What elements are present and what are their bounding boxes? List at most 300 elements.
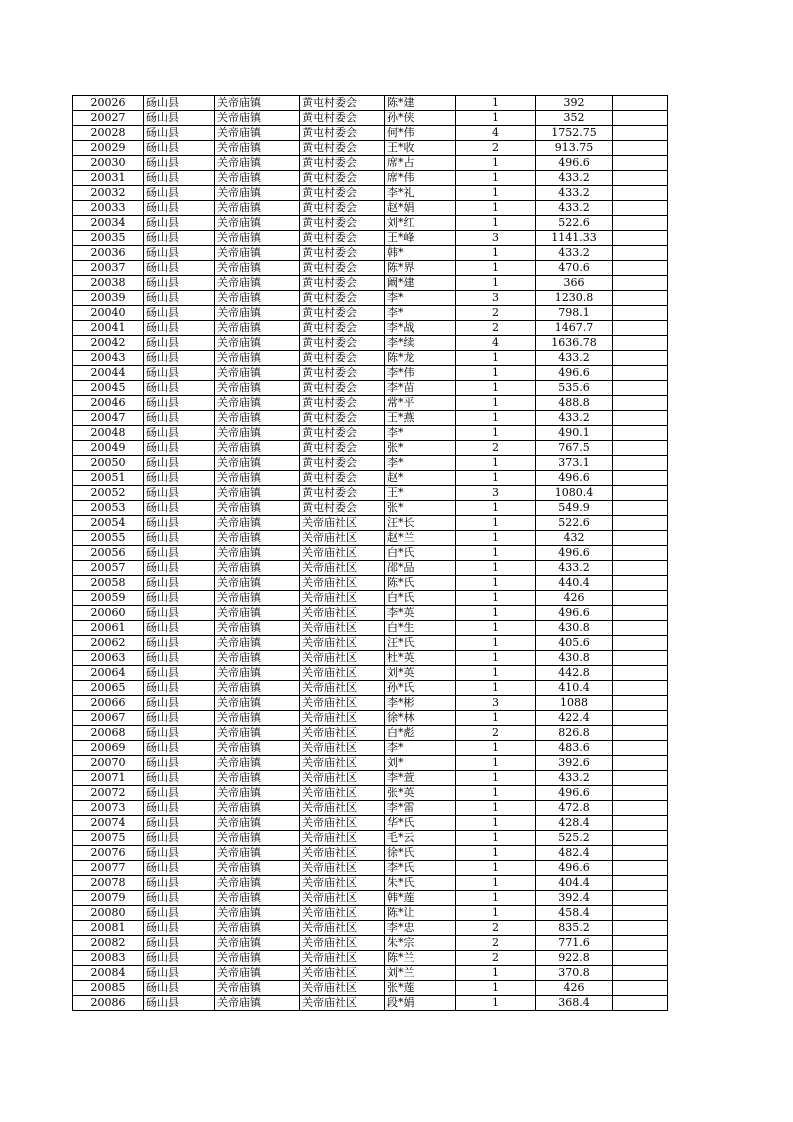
table-row: [73, 786, 668, 801]
name-cell: 陈*龙: [385, 351, 456, 366]
town-cell: 关帝庙镇: [215, 666, 300, 681]
table-row: [73, 951, 668, 966]
county-cell: 砀山县: [144, 126, 215, 141]
county-cell: 砀山县: [144, 831, 215, 846]
amount-cell: 488.8: [536, 396, 613, 411]
name-cell: 朱*氏: [385, 876, 456, 891]
county-cell: 砀山县: [144, 936, 215, 951]
name-cell: 李*苗: [385, 381, 456, 396]
town-cell: 关帝庙镇: [215, 771, 300, 786]
count-cell: 2: [456, 936, 536, 951]
amount-cell: 496.6: [536, 156, 613, 171]
town-cell: 关帝庙镇: [215, 591, 300, 606]
amount-cell: 370.8: [536, 966, 613, 981]
village-cell: 黄屯村委会: [300, 156, 385, 171]
name-cell: 邵*品: [385, 561, 456, 576]
blank-cell: [613, 576, 668, 591]
name-cell: 赵*娟: [385, 201, 456, 216]
amount-cell: 392: [536, 96, 613, 111]
count-cell: 1: [456, 576, 536, 591]
amount-cell: 430.8: [536, 621, 613, 636]
town-cell: 关帝庙镇: [215, 876, 300, 891]
county-cell: 砀山县: [144, 591, 215, 606]
blank-cell: [613, 696, 668, 711]
village-cell: 关帝庙社区: [300, 546, 385, 561]
blank-cell: [613, 801, 668, 816]
town-cell: 关帝庙镇: [215, 306, 300, 321]
county-cell: 砀山县: [144, 651, 215, 666]
name-cell: 张*英: [385, 786, 456, 801]
name-cell: 张*: [385, 501, 456, 516]
county-cell: 砀山县: [144, 636, 215, 651]
row-id-cell: 20050: [73, 456, 144, 471]
amount-cell: 392.4: [536, 891, 613, 906]
table-row: [73, 216, 668, 231]
name-cell: 李*雷: [385, 801, 456, 816]
town-cell: 关帝庙镇: [215, 156, 300, 171]
blank-cell: [613, 501, 668, 516]
county-cell: 砀山县: [144, 606, 215, 621]
row-id-cell: 20035: [73, 231, 144, 246]
name-cell: 刘*红: [385, 216, 456, 231]
village-cell: 关帝庙社区: [300, 906, 385, 921]
table-row: [73, 141, 668, 156]
amount-cell: 366: [536, 276, 613, 291]
count-cell: 1: [456, 711, 536, 726]
county-cell: 砀山县: [144, 516, 215, 531]
county-cell: 砀山县: [144, 726, 215, 741]
count-cell: 1: [456, 411, 536, 426]
table-row: [73, 741, 668, 756]
village-cell: 黄屯村委会: [300, 471, 385, 486]
table-row: [73, 381, 668, 396]
name-cell: 李*战: [385, 321, 456, 336]
town-cell: 关帝庙镇: [215, 636, 300, 651]
count-cell: 1: [456, 606, 536, 621]
blank-cell: [613, 966, 668, 981]
town-cell: 关帝庙镇: [215, 186, 300, 201]
row-id-cell: 20040: [73, 306, 144, 321]
row-id-cell: 20060: [73, 606, 144, 621]
count-cell: 1: [456, 651, 536, 666]
row-id-cell: 20030: [73, 156, 144, 171]
amount-cell: 522.6: [536, 516, 613, 531]
amount-cell: 433.2: [536, 246, 613, 261]
blank-cell: [613, 906, 668, 921]
blank-cell: [613, 141, 668, 156]
county-cell: 砀山县: [144, 756, 215, 771]
amount-cell: 1636.78: [536, 336, 613, 351]
name-cell: 孙*侠: [385, 111, 456, 126]
blank-cell: [613, 321, 668, 336]
table-row: [73, 336, 668, 351]
town-cell: 关帝庙镇: [215, 336, 300, 351]
row-id-cell: 20078: [73, 876, 144, 891]
blank-cell: [613, 606, 668, 621]
table-row: [73, 411, 668, 426]
village-cell: 黄屯村委会: [300, 396, 385, 411]
village-cell: 关帝庙社区: [300, 771, 385, 786]
count-cell: 1: [456, 216, 536, 231]
village-cell: 黄屯村委会: [300, 321, 385, 336]
town-cell: 关帝庙镇: [215, 831, 300, 846]
row-id-cell: 20045: [73, 381, 144, 396]
count-cell: 1: [456, 861, 536, 876]
table-row: [73, 561, 668, 576]
table-row: [73, 231, 668, 246]
row-id-cell: 20049: [73, 441, 144, 456]
county-cell: 砀山县: [144, 426, 215, 441]
count-cell: 2: [456, 141, 536, 156]
row-id-cell: 20047: [73, 411, 144, 426]
count-cell: 4: [456, 336, 536, 351]
count-cell: 3: [456, 291, 536, 306]
county-cell: 砀山县: [144, 741, 215, 756]
name-cell: 陈*建: [385, 96, 456, 111]
name-cell: 杜*英: [385, 651, 456, 666]
village-cell: 关帝庙社区: [300, 831, 385, 846]
count-cell: 1: [456, 666, 536, 681]
blank-cell: [613, 546, 668, 561]
table-row: [73, 666, 668, 681]
blank-cell: [613, 246, 668, 261]
table-row: [73, 591, 668, 606]
row-id-cell: 20054: [73, 516, 144, 531]
name-cell: 李*: [385, 291, 456, 306]
count-cell: 1: [456, 186, 536, 201]
village-cell: 关帝庙社区: [300, 636, 385, 651]
name-cell: 李*氏: [385, 861, 456, 876]
town-cell: 关帝庙镇: [215, 546, 300, 561]
amount-cell: 490.1: [536, 426, 613, 441]
table-row: [73, 681, 668, 696]
town-cell: 关帝庙镇: [215, 426, 300, 441]
count-cell: 1: [456, 201, 536, 216]
county-cell: 砀山县: [144, 666, 215, 681]
row-id-cell: 20034: [73, 216, 144, 231]
count-cell: 1: [456, 756, 536, 771]
count-cell: 3: [456, 696, 536, 711]
amount-cell: 496.6: [536, 606, 613, 621]
count-cell: 1: [456, 471, 536, 486]
table-row: [73, 981, 668, 996]
village-cell: 关帝庙社区: [300, 936, 385, 951]
row-id-cell: 20044: [73, 366, 144, 381]
town-cell: 关帝庙镇: [215, 516, 300, 531]
county-cell: 砀山县: [144, 561, 215, 576]
count-cell: 4: [456, 126, 536, 141]
row-id-cell: 20081: [73, 921, 144, 936]
name-cell: 席*占: [385, 156, 456, 171]
town-cell: 关帝庙镇: [215, 411, 300, 426]
count-cell: 3: [456, 231, 536, 246]
county-cell: 砀山县: [144, 336, 215, 351]
town-cell: 关帝庙镇: [215, 921, 300, 936]
name-cell: 李*: [385, 306, 456, 321]
town-cell: 关帝庙镇: [215, 576, 300, 591]
village-cell: 关帝庙社区: [300, 891, 385, 906]
town-cell: 关帝庙镇: [215, 696, 300, 711]
town-cell: 关帝庙镇: [215, 936, 300, 951]
row-id-cell: 20085: [73, 981, 144, 996]
county-cell: 砀山县: [144, 456, 215, 471]
town-cell: 关帝庙镇: [215, 276, 300, 291]
amount-cell: 433.2: [536, 201, 613, 216]
name-cell: 韩*莲: [385, 891, 456, 906]
blank-cell: [613, 816, 668, 831]
table-row: [73, 816, 668, 831]
village-cell: 关帝庙社区: [300, 966, 385, 981]
count-cell: 3: [456, 486, 536, 501]
count-cell: 1: [456, 276, 536, 291]
amount-cell: 826.8: [536, 726, 613, 741]
town-cell: 关帝庙镇: [215, 111, 300, 126]
county-cell: 砀山县: [144, 411, 215, 426]
village-cell: 黄屯村委会: [300, 291, 385, 306]
count-cell: 1: [456, 966, 536, 981]
name-cell: 段*娟: [385, 996, 456, 1011]
county-cell: 砀山县: [144, 231, 215, 246]
village-cell: 关帝庙社区: [300, 726, 385, 741]
village-cell: 关帝庙社区: [300, 591, 385, 606]
row-id-cell: 20062: [73, 636, 144, 651]
blank-cell: [613, 291, 668, 306]
county-cell: 砀山县: [144, 816, 215, 831]
name-cell: 李*: [385, 456, 456, 471]
village-cell: 黄屯村委会: [300, 216, 385, 231]
village-cell: 关帝庙社区: [300, 846, 385, 861]
amount-cell: 405.6: [536, 636, 613, 651]
name-cell: 汪*氏: [385, 636, 456, 651]
blank-cell: [613, 771, 668, 786]
count-cell: 1: [456, 171, 536, 186]
village-cell: 关帝庙社区: [300, 516, 385, 531]
name-cell: 王*收: [385, 141, 456, 156]
table-row: [73, 846, 668, 861]
village-cell: 关帝庙社区: [300, 561, 385, 576]
blank-cell: [613, 96, 668, 111]
town-cell: 关帝庙镇: [215, 786, 300, 801]
village-cell: 黄屯村委会: [300, 441, 385, 456]
blank-cell: [613, 411, 668, 426]
county-cell: 砀山县: [144, 846, 215, 861]
county-cell: 砀山县: [144, 171, 215, 186]
county-cell: 砀山县: [144, 486, 215, 501]
table-row: [73, 396, 668, 411]
row-id-cell: 20059: [73, 591, 144, 606]
amount-cell: 373.1: [536, 456, 613, 471]
village-cell: 关帝庙社区: [300, 531, 385, 546]
count-cell: 1: [456, 876, 536, 891]
row-id-cell: 20076: [73, 846, 144, 861]
village-cell: 黄屯村委会: [300, 366, 385, 381]
count-cell: 2: [456, 951, 536, 966]
row-id-cell: 20036: [73, 246, 144, 261]
table-body: [73, 96, 668, 1011]
count-cell: 1: [456, 96, 536, 111]
county-cell: 砀山县: [144, 576, 215, 591]
county-cell: 砀山县: [144, 981, 215, 996]
count-cell: 1: [456, 246, 536, 261]
amount-cell: 352: [536, 111, 613, 126]
count-cell: 1: [456, 981, 536, 996]
town-cell: 关帝庙镇: [215, 141, 300, 156]
row-id-cell: 20073: [73, 801, 144, 816]
amount-cell: 426: [536, 591, 613, 606]
table-row: [73, 771, 668, 786]
amount-cell: 472.8: [536, 801, 613, 816]
village-cell: 关帝庙社区: [300, 816, 385, 831]
name-cell: 白*氏: [385, 546, 456, 561]
blank-cell: [613, 261, 668, 276]
name-cell: 刘*兰: [385, 966, 456, 981]
count-cell: 2: [456, 321, 536, 336]
county-cell: 砀山县: [144, 921, 215, 936]
row-id-cell: 20041: [73, 321, 144, 336]
count-cell: 1: [456, 591, 536, 606]
name-cell: 白*彪: [385, 726, 456, 741]
count-cell: 1: [456, 996, 536, 1011]
county-cell: 砀山县: [144, 141, 215, 156]
amount-cell: 1467.7: [536, 321, 613, 336]
name-cell: 孙*氏: [385, 681, 456, 696]
town-cell: 关帝庙镇: [215, 711, 300, 726]
county-cell: 砀山县: [144, 906, 215, 921]
count-cell: 2: [456, 921, 536, 936]
village-cell: 黄屯村委会: [300, 306, 385, 321]
count-cell: 1: [456, 891, 536, 906]
name-cell: 李*续: [385, 336, 456, 351]
town-cell: 关帝庙镇: [215, 291, 300, 306]
blank-cell: [613, 591, 668, 606]
village-cell: 关帝庙社区: [300, 861, 385, 876]
count-cell: 1: [456, 741, 536, 756]
village-cell: 关帝庙社区: [300, 996, 385, 1011]
table-row: [73, 276, 668, 291]
name-cell: 常*平: [385, 396, 456, 411]
count-cell: 1: [456, 261, 536, 276]
table-row: [73, 861, 668, 876]
blank-cell: [613, 186, 668, 201]
count-cell: 1: [456, 516, 536, 531]
table-row: [73, 156, 668, 171]
county-cell: 砀山县: [144, 531, 215, 546]
blank-cell: [613, 996, 668, 1011]
count-cell: 1: [456, 786, 536, 801]
village-cell: 黄屯村委会: [300, 426, 385, 441]
row-id-cell: 20052: [73, 486, 144, 501]
village-cell: 黄屯村委会: [300, 126, 385, 141]
county-cell: 砀山县: [144, 501, 215, 516]
name-cell: 李*萱: [385, 771, 456, 786]
count-cell: 2: [456, 306, 536, 321]
town-cell: 关帝庙镇: [215, 531, 300, 546]
county-cell: 砀山县: [144, 96, 215, 111]
row-id-cell: 20083: [73, 951, 144, 966]
blank-cell: [613, 336, 668, 351]
town-cell: 关帝庙镇: [215, 261, 300, 276]
name-cell: 王*: [385, 486, 456, 501]
blank-cell: [613, 786, 668, 801]
village-cell: 关帝庙社区: [300, 711, 385, 726]
table-row: [73, 246, 668, 261]
table-row: [73, 576, 668, 591]
table-row: [73, 876, 668, 891]
table-row: [73, 501, 668, 516]
row-id-cell: 20058: [73, 576, 144, 591]
amount-cell: 549.9: [536, 501, 613, 516]
blank-cell: [613, 981, 668, 996]
county-cell: 砀山县: [144, 261, 215, 276]
row-id-cell: 20074: [73, 816, 144, 831]
village-cell: 关帝庙社区: [300, 801, 385, 816]
village-cell: 黄屯村委会: [300, 201, 385, 216]
table-row: [73, 726, 668, 741]
name-cell: 韩*: [385, 246, 456, 261]
blank-cell: [613, 426, 668, 441]
amount-cell: 433.2: [536, 771, 613, 786]
amount-cell: 496.6: [536, 366, 613, 381]
blank-cell: [613, 636, 668, 651]
name-cell: 徐*氏: [385, 846, 456, 861]
count-cell: 1: [456, 381, 536, 396]
row-id-cell: 20042: [73, 336, 144, 351]
count-cell: 1: [456, 111, 536, 126]
amount-cell: 433.2: [536, 171, 613, 186]
blank-cell: [613, 561, 668, 576]
table-row: [73, 321, 668, 336]
blank-cell: [613, 471, 668, 486]
blank-cell: [613, 891, 668, 906]
blank-cell: [613, 396, 668, 411]
village-cell: 黄屯村委会: [300, 336, 385, 351]
row-id-cell: 20027: [73, 111, 144, 126]
count-cell: 1: [456, 156, 536, 171]
count-cell: 2: [456, 441, 536, 456]
blank-cell: [613, 621, 668, 636]
amount-cell: 458.4: [536, 906, 613, 921]
amount-cell: 835.2: [536, 921, 613, 936]
count-cell: 1: [456, 396, 536, 411]
blank-cell: [613, 516, 668, 531]
table-row: [73, 966, 668, 981]
table-row: [73, 426, 668, 441]
amount-cell: 433.2: [536, 186, 613, 201]
blank-cell: [613, 846, 668, 861]
row-id-cell: 20077: [73, 861, 144, 876]
name-cell: 华*氏: [385, 816, 456, 831]
row-id-cell: 20038: [73, 276, 144, 291]
table-row: [73, 486, 668, 501]
blank-cell: [613, 216, 668, 231]
name-cell: 张*莲: [385, 981, 456, 996]
row-id-cell: 20071: [73, 771, 144, 786]
amount-cell: 428.4: [536, 816, 613, 831]
table-row: [73, 201, 668, 216]
blank-cell: [613, 441, 668, 456]
amount-cell: 410.4: [536, 681, 613, 696]
town-cell: 关帝庙镇: [215, 501, 300, 516]
town-cell: 关帝庙镇: [215, 606, 300, 621]
spreadsheet-page: [72, 95, 668, 1011]
county-cell: 砀山县: [144, 216, 215, 231]
table-row: [73, 756, 668, 771]
county-cell: 砀山县: [144, 771, 215, 786]
row-id-cell: 20086: [73, 996, 144, 1011]
table-row: [73, 471, 668, 486]
village-cell: 黄屯村委会: [300, 141, 385, 156]
name-cell: 赵*: [385, 471, 456, 486]
